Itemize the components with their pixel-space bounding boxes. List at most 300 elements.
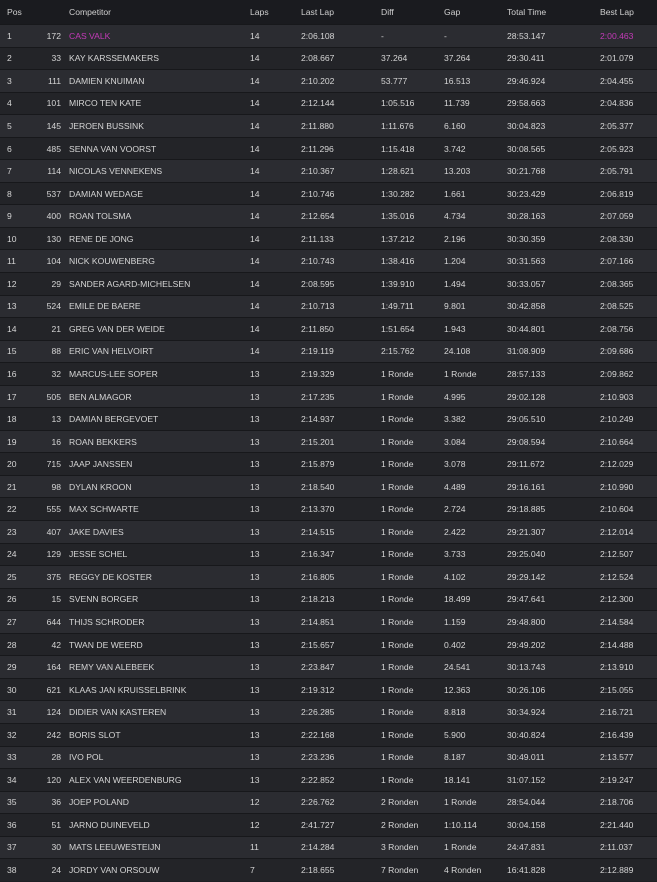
cell-diff: 1 Ronde [381, 521, 444, 544]
table-row[interactable] [0, 769, 657, 792]
cell-gap: 0.402 [444, 633, 507, 656]
cell-competitor: MAX SCHWARTE [69, 498, 250, 521]
cell-last-lap: 2:19.312 [301, 678, 381, 701]
cell-last-lap: 2:10.367 [301, 160, 381, 183]
cell-pos: 17 [0, 385, 34, 408]
cell-last-lap: 2:14.284 [301, 836, 381, 859]
cell-total-time: 29:02.128 [507, 385, 600, 408]
cell-competitor: DAMIAN BERGEVOET [69, 408, 250, 431]
cell-laps: 13 [250, 566, 301, 589]
cell-total-time: 29:11.672 [507, 453, 600, 476]
cell-laps: 13 [250, 453, 301, 476]
results-body [0, 25, 657, 882]
cell-laps: 14 [250, 70, 301, 93]
cell-last-lap: 2:22.168 [301, 723, 381, 746]
cell-pos: 3 [0, 70, 34, 93]
cell-best-lap: 2:12.524 [600, 566, 657, 589]
table-row[interactable] [0, 408, 657, 431]
cell-competitor: REGGY DE KOSTER [69, 566, 250, 589]
table-row[interactable] [0, 791, 657, 814]
cell-gap: 4.995 [444, 385, 507, 408]
cell-number: 120 [34, 769, 69, 792]
cell-pos: 24 [0, 543, 34, 566]
cell-total-time: 30:33.057 [507, 273, 600, 296]
cell-best-lap: 2:21.440 [600, 814, 657, 837]
cell-number: 375 [34, 566, 69, 589]
cell-best-lap: 2:06.819 [600, 182, 657, 205]
table-row[interactable] [0, 453, 657, 476]
cell-last-lap: 2:14.515 [301, 521, 381, 544]
cell-competitor: JEROEN BUSSINK [69, 115, 250, 138]
cell-best-lap: 2:19.247 [600, 769, 657, 792]
cell-pos: 26 [0, 588, 34, 611]
cell-laps: 13 [250, 611, 301, 634]
cell-best-lap: 2:16.721 [600, 701, 657, 724]
cell-competitor: JAKE DAVIES [69, 521, 250, 544]
cell-pos: 19 [0, 430, 34, 453]
cell-last-lap: 2:08.595 [301, 273, 381, 296]
cell-diff: 1 Ronde [381, 588, 444, 611]
cell-pos: 21 [0, 475, 34, 498]
cell-best-lap: 2:04.836 [600, 92, 657, 115]
cell-number: 524 [34, 295, 69, 318]
cell-gap: 8.818 [444, 701, 507, 724]
cell-competitor: MIRCO TEN KATE [69, 92, 250, 115]
cell-total-time: 30:08.565 [507, 137, 600, 160]
cell-laps: 14 [250, 318, 301, 341]
cell-number: 111 [34, 70, 69, 93]
header-pos[interactable]: Pos [7, 7, 22, 17]
cell-best-lap: 2:07.166 [600, 250, 657, 273]
table-row[interactable] [0, 498, 657, 521]
cell-last-lap: 2:41.727 [301, 814, 381, 837]
cell-laps: 13 [250, 656, 301, 679]
cell-competitor: THIJS SCHRODER [69, 611, 250, 634]
table-row[interactable] [0, 656, 657, 679]
cell-diff: 1:49.711 [381, 295, 444, 318]
cell-pos: 22 [0, 498, 34, 521]
cell-laps: 14 [250, 47, 301, 70]
cell-last-lap: 2:19.329 [301, 363, 381, 386]
table-row[interactable] [0, 814, 657, 837]
cell-best-lap: 2:08.525 [600, 295, 657, 318]
cell-competitor: REMY VAN ALEBEEK [69, 656, 250, 679]
table-row[interactable] [0, 701, 657, 724]
cell-gap: 1 Ronde [444, 836, 507, 859]
cell-total-time: 30:42.858 [507, 295, 600, 318]
header-competitor[interactable]: Competitor [69, 7, 112, 17]
cell-laps: 14 [250, 182, 301, 205]
table-row[interactable] [0, 633, 657, 656]
cell-pos: 27 [0, 611, 34, 634]
cell-gap: 1:10.114 [444, 814, 507, 837]
cell-competitor: ROAN BEKKERS [69, 430, 250, 453]
cell-total-time: 30:26.106 [507, 678, 600, 701]
cell-total-time: 30:40.824 [507, 723, 600, 746]
cell-gap: 37.264 [444, 47, 507, 70]
cell-best-lap: 2:10.990 [600, 475, 657, 498]
table-row[interactable] [0, 859, 657, 882]
cell-laps: 11 [250, 836, 301, 859]
cell-last-lap: 2:10.713 [301, 295, 381, 318]
cell-competitor: ERIC VAN HELVOIRT [69, 340, 250, 363]
cell-total-time: 30:30.359 [507, 227, 600, 250]
cell-laps: 13 [250, 746, 301, 769]
table-row[interactable] [0, 475, 657, 498]
cell-total-time: 30:49.011 [507, 746, 600, 769]
cell-best-lap: 2:13.910 [600, 656, 657, 679]
cell-number: 21 [34, 318, 69, 341]
cell-competitor: NICOLAS VENNEKENS [69, 160, 250, 183]
cell-total-time: 29:21.307 [507, 521, 600, 544]
cell-laps: 14 [250, 92, 301, 115]
cell-best-lap: 2:10.604 [600, 498, 657, 521]
cell-last-lap: 2:14.851 [301, 611, 381, 634]
cell-gap: 18.499 [444, 588, 507, 611]
cell-diff: 1:37.212 [381, 227, 444, 250]
cell-number: 242 [34, 723, 69, 746]
cell-number: 33 [34, 47, 69, 70]
table-row[interactable] [0, 430, 657, 453]
table-row[interactable] [0, 521, 657, 544]
cell-pos: 5 [0, 115, 34, 138]
cell-laps: 12 [250, 814, 301, 837]
cell-laps: 14 [250, 205, 301, 228]
cell-diff: 1 Ronde [381, 453, 444, 476]
cell-pos: 37 [0, 836, 34, 859]
cell-diff: 1 Ronde [381, 723, 444, 746]
cell-total-time: 29:47.641 [507, 588, 600, 611]
cell-pos: 6 [0, 137, 34, 160]
table-row[interactable] [0, 295, 657, 318]
cell-laps: 13 [250, 588, 301, 611]
cell-total-time: 30:23.429 [507, 182, 600, 205]
cell-laps: 13 [250, 521, 301, 544]
cell-diff: 1 Ronde [381, 633, 444, 656]
cell-competitor: DAMIAN WEDAGE [69, 182, 250, 205]
cell-gap: 11.739 [444, 92, 507, 115]
table-row[interactable] [0, 250, 657, 273]
cell-laps: 13 [250, 633, 301, 656]
cell-best-lap: 2:10.903 [600, 385, 657, 408]
cell-best-lap: 2:08.365 [600, 273, 657, 296]
cell-diff: 1 Ronde [381, 746, 444, 769]
cell-number: 114 [34, 160, 69, 183]
cell-competitor: EMILE DE BAERE [69, 295, 250, 318]
cell-number: 407 [34, 521, 69, 544]
cell-number: 51 [34, 814, 69, 837]
cell-best-lap: 2:11.037 [600, 836, 657, 859]
table-row[interactable] [0, 543, 657, 566]
cell-laps: 13 [250, 543, 301, 566]
cell-number: 30 [34, 836, 69, 859]
cell-best-lap: 2:12.014 [600, 521, 657, 544]
cell-diff: 1 Ronde [381, 701, 444, 724]
cell-last-lap: 2:19.119 [301, 340, 381, 363]
table-row[interactable] [0, 70, 657, 93]
cell-gap: 8.187 [444, 746, 507, 769]
cell-number: 36 [34, 791, 69, 814]
cell-gap: 3.742 [444, 137, 507, 160]
cell-competitor: JOEP POLAND [69, 791, 250, 814]
cell-diff: 37.264 [381, 47, 444, 70]
table-row[interactable] [0, 340, 657, 363]
cell-number: 32 [34, 363, 69, 386]
cell-competitor: JARNO DUINEVELD [69, 814, 250, 837]
cell-diff: 3 Ronden [381, 836, 444, 859]
table-row[interactable] [0, 47, 657, 70]
cell-last-lap: 2:18.655 [301, 859, 381, 882]
cell-laps: 14 [250, 115, 301, 138]
cell-best-lap: 2:12.507 [600, 543, 657, 566]
cell-number: 98 [34, 475, 69, 498]
cell-diff: 1 Ronde [381, 408, 444, 431]
table-row[interactable] [0, 205, 657, 228]
table-row[interactable] [0, 723, 657, 746]
cell-number: 16 [34, 430, 69, 453]
cell-competitor: KAY KARSSEMAKERS [69, 47, 250, 70]
cell-gap: 6.160 [444, 115, 507, 138]
cell-best-lap: 2:18.706 [600, 791, 657, 814]
table-row[interactable] [0, 273, 657, 296]
cell-last-lap: 2:26.285 [301, 701, 381, 724]
cell-last-lap: 2:18.540 [301, 475, 381, 498]
cell-competitor: NICK KOUWENBERG [69, 250, 250, 273]
cell-pos: 11 [0, 250, 34, 273]
cell-gap: 1.943 [444, 318, 507, 341]
cell-number: 130 [34, 227, 69, 250]
cell-last-lap: 2:16.805 [301, 566, 381, 589]
cell-laps: 14 [250, 273, 301, 296]
cell-laps: 7 [250, 859, 301, 882]
cell-competitor: ROAN TOLSMA [69, 205, 250, 228]
cell-total-time: 29:18.885 [507, 498, 600, 521]
cell-total-time: 29:46.924 [507, 70, 600, 93]
cell-gap: 9.801 [444, 295, 507, 318]
cell-total-time: 30:44.801 [507, 318, 600, 341]
cell-laps: 13 [250, 408, 301, 431]
cell-last-lap: 2:22.852 [301, 769, 381, 792]
cell-gap: 3.084 [444, 430, 507, 453]
header-gap[interactable]: Gap [444, 7, 461, 17]
cell-last-lap: 2:14.937 [301, 408, 381, 431]
cell-competitor: MATS LEEUWESTEIJN [69, 836, 250, 859]
cell-total-time: 31:08.909 [507, 340, 600, 363]
cell-number: 42 [34, 633, 69, 656]
cell-competitor: KLAAS JAN KRUISSELBRINK [69, 678, 250, 701]
cell-best-lap: 2:05.923 [600, 137, 657, 160]
cell-competitor: BORIS SLOT [69, 723, 250, 746]
cell-pos: 36 [0, 814, 34, 837]
header-best-lap[interactable]: Best Lap [600, 7, 634, 17]
cell-diff: 1:11.676 [381, 115, 444, 138]
cell-diff: 1:15.418 [381, 137, 444, 160]
cell-gap: 2.196 [444, 227, 507, 250]
cell-competitor: DAMIEN KNUIMAN [69, 70, 250, 93]
cell-total-time: 31:07.152 [507, 769, 600, 792]
cell-best-lap: 2:13.577 [600, 746, 657, 769]
cell-best-lap: 2:09.862 [600, 363, 657, 386]
cell-pos: 35 [0, 791, 34, 814]
cell-last-lap: 2:10.746 [301, 182, 381, 205]
cell-gap: 2.422 [444, 521, 507, 544]
cell-pos: 25 [0, 566, 34, 589]
cell-gap: 4 Ronden [444, 859, 507, 882]
cell-total-time: 16:41.828 [507, 859, 600, 882]
cell-competitor: CAS VALK [69, 25, 250, 48]
cell-total-time: 30:21.768 [507, 160, 600, 183]
cell-gap: 18.141 [444, 769, 507, 792]
cell-best-lap: 2:07.059 [600, 205, 657, 228]
cell-diff: 1 Ronde [381, 566, 444, 589]
cell-competitor: MARCUS-LEE SOPER [69, 363, 250, 386]
cell-diff: 7 Ronden [381, 859, 444, 882]
header-last-lap[interactable]: Last Lap [301, 7, 334, 17]
cell-competitor: DIDIER VAN KASTEREN [69, 701, 250, 724]
header-laps[interactable]: Laps [250, 7, 269, 17]
table-row[interactable] [0, 363, 657, 386]
table-row[interactable] [0, 836, 657, 859]
table-row[interactable] [0, 678, 657, 701]
table-row[interactable] [0, 611, 657, 634]
cell-laps: 14 [250, 250, 301, 273]
cell-last-lap: 2:15.201 [301, 430, 381, 453]
cell-last-lap: 2:17.235 [301, 385, 381, 408]
cell-pos: 9 [0, 205, 34, 228]
cell-competitor: ALEX VAN WEERDENBURG [69, 769, 250, 792]
cell-laps: 13 [250, 475, 301, 498]
cell-diff: 1:28.621 [381, 160, 444, 183]
cell-pos: 13 [0, 295, 34, 318]
table-row[interactable] [0, 385, 657, 408]
cell-laps: 13 [250, 701, 301, 724]
cell-number: 164 [34, 656, 69, 679]
table-row[interactable] [0, 137, 657, 160]
cell-pos: 4 [0, 92, 34, 115]
table-row[interactable] [0, 182, 657, 205]
cell-laps: 13 [250, 363, 301, 386]
cell-number: 104 [34, 250, 69, 273]
cell-laps: 13 [250, 769, 301, 792]
cell-diff: 1:30.282 [381, 182, 444, 205]
cell-competitor: RENE DE JONG [69, 227, 250, 250]
cell-number: 28 [34, 746, 69, 769]
table-row[interactable] [0, 227, 657, 250]
cell-last-lap: 2:12.144 [301, 92, 381, 115]
cell-gap: 12.363 [444, 678, 507, 701]
cell-total-time: 28:54.044 [507, 791, 600, 814]
cell-last-lap: 2:23.847 [301, 656, 381, 679]
cell-diff: 1 Ronde [381, 385, 444, 408]
cell-diff: - [381, 25, 444, 48]
header-diff[interactable]: Diff [381, 7, 394, 17]
cell-total-time: 30:04.823 [507, 115, 600, 138]
cell-gap: 4.102 [444, 566, 507, 589]
cell-gap: 24.541 [444, 656, 507, 679]
header-total-time[interactable]: Total Time [507, 7, 547, 17]
cell-number: 13 [34, 408, 69, 431]
cell-best-lap: 2:10.664 [600, 430, 657, 453]
cell-last-lap: 2:08.667 [301, 47, 381, 70]
cell-best-lap: 2:01.079 [600, 47, 657, 70]
table-row[interactable] [0, 160, 657, 183]
cell-last-lap: 2:10.743 [301, 250, 381, 273]
cell-total-time: 29:30.411 [507, 47, 600, 70]
cell-number: 537 [34, 182, 69, 205]
cell-total-time: 29:08.594 [507, 430, 600, 453]
cell-total-time: 30:13.743 [507, 656, 600, 679]
table-row[interactable] [0, 92, 657, 115]
cell-competitor: TWAN DE WEERD [69, 633, 250, 656]
table-row[interactable] [0, 318, 657, 341]
cell-gap: 4.734 [444, 205, 507, 228]
cell-total-time: 29:25.040 [507, 543, 600, 566]
table-row[interactable] [0, 566, 657, 589]
cell-competitor: SANDER AGARD-MICHELSEN [69, 273, 250, 296]
cell-pos: 14 [0, 318, 34, 341]
cell-best-lap: 2:12.889 [600, 859, 657, 882]
cell-total-time: 29:48.800 [507, 611, 600, 634]
cell-pos: 2 [0, 47, 34, 70]
cell-competitor: SVENN BORGER [69, 588, 250, 611]
cell-best-lap: 2:10.249 [600, 408, 657, 431]
cell-competitor: SENNA VAN VOORST [69, 137, 250, 160]
cell-competitor: IVO POL [69, 746, 250, 769]
cell-gap: - [444, 25, 507, 48]
cell-laps: 12 [250, 791, 301, 814]
cell-number: 24 [34, 859, 69, 882]
cell-pos: 7 [0, 160, 34, 183]
cell-last-lap: 2:11.296 [301, 137, 381, 160]
table-row[interactable] [0, 115, 657, 138]
cell-best-lap: 2:14.488 [600, 633, 657, 656]
cell-diff: 1:39.910 [381, 273, 444, 296]
cell-pos: 29 [0, 656, 34, 679]
cell-gap: 2.724 [444, 498, 507, 521]
cell-number: 400 [34, 205, 69, 228]
table-row[interactable] [0, 588, 657, 611]
cell-last-lap: 2:13.370 [301, 498, 381, 521]
table-row[interactable] [0, 746, 657, 769]
cell-diff: 2:15.762 [381, 340, 444, 363]
cell-laps: 14 [250, 295, 301, 318]
cell-competitor: GREG VAN DER WEIDE [69, 318, 250, 341]
cell-laps: 13 [250, 498, 301, 521]
cell-best-lap: 2:08.756 [600, 318, 657, 341]
cell-pos: 10 [0, 227, 34, 250]
table-row[interactable] [0, 25, 657, 48]
cell-total-time: 29:16.161 [507, 475, 600, 498]
cell-total-time: 29:29.142 [507, 566, 600, 589]
cell-diff: 1:38.416 [381, 250, 444, 273]
cell-laps: 13 [250, 678, 301, 701]
cell-number: 621 [34, 678, 69, 701]
cell-gap: 24.108 [444, 340, 507, 363]
cell-pos: 23 [0, 521, 34, 544]
cell-diff: 1 Ronde [381, 475, 444, 498]
cell-competitor: DYLAN KROON [69, 475, 250, 498]
cell-diff: 2 Ronden [381, 791, 444, 814]
header-number [34, 0, 69, 25]
cell-best-lap: 2:04.455 [600, 70, 657, 93]
cell-diff: 1 Ronde [381, 430, 444, 453]
cell-number: 15 [34, 588, 69, 611]
cell-gap: 1 Ronde [444, 791, 507, 814]
cell-diff: 1:51.654 [381, 318, 444, 341]
cell-pos: 33 [0, 746, 34, 769]
cell-number: 555 [34, 498, 69, 521]
cell-gap: 16.513 [444, 70, 507, 93]
